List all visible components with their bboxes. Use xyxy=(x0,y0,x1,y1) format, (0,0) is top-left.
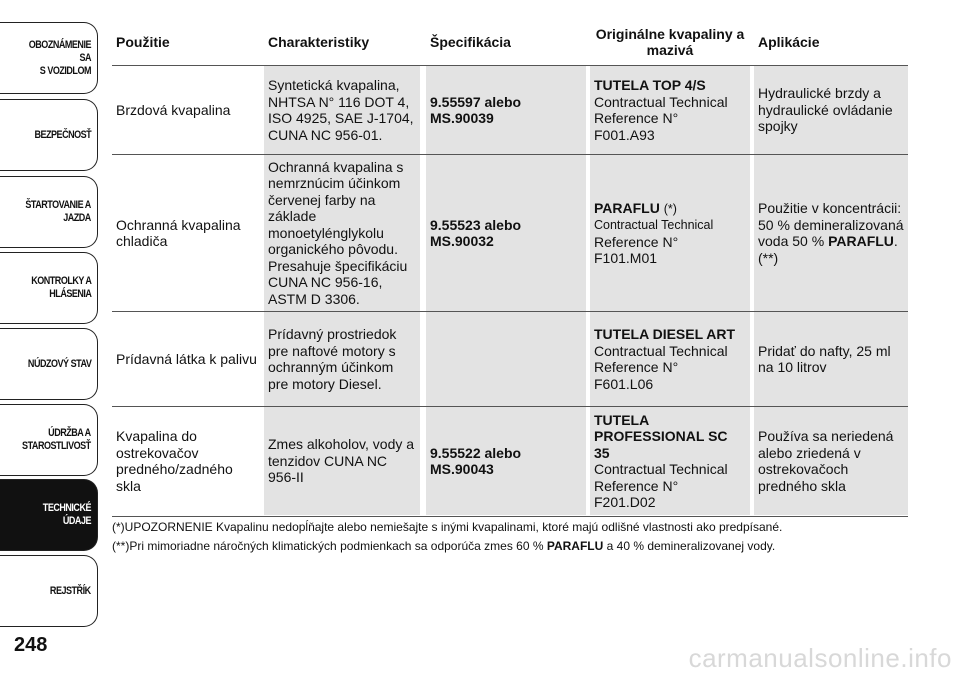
cell-application: Pridať do nafty, 25 ml na 10 litrov xyxy=(754,312,908,406)
header-original: Originálne kvapaliny a mazivá xyxy=(595,25,745,58)
table-row xyxy=(112,407,908,515)
footnote-1: (*)UPOZORNENIE Kvapalinu nedopĺňajte alebo nemiešajte s inými kvapalinami, ktoré majú odlišné vlastnosti ako predpísané. xyxy=(112,520,783,534)
product-reference: Reference N° xyxy=(594,233,679,250)
cell-usage: Brzdová kvapalina xyxy=(116,101,231,118)
watermark: carmanualsonline.info xyxy=(688,643,952,673)
product-code: F601.L06 xyxy=(594,375,654,392)
tab-udrzba[interactable]: ÚDRŽBA A STAROSTLIVOSŤ xyxy=(0,404,98,476)
cell-product xyxy=(590,407,750,515)
cell-characteristics: Ochranná kvapalina s nemrznúcim účinkom červenej farby na základe monoetylénglykolu organického pôvodu. Presahuje špecifikáciu CUNA NC 956-16, ASTM D 3306. xyxy=(264,155,420,311)
tab-technicke-udaje[interactable]: TECHNICKÉ ÚDAJE xyxy=(0,479,98,551)
header-usage: Použitie xyxy=(116,33,170,50)
product-name: PARAFLU xyxy=(594,199,660,216)
product-name: TUTELA DIESEL ART xyxy=(594,326,736,342)
product-reference: Reference N° xyxy=(594,110,679,126)
product-contract: Contractual Technical xyxy=(594,461,728,477)
cell-specification: 9.55597 alebo MS.90039 xyxy=(426,66,586,154)
product-name: TUTELA TOP 4/S xyxy=(594,77,706,93)
cell-characteristics: Zmes alkoholov, vody a tenzidov CUNA NC 956-II xyxy=(264,407,420,515)
table-header xyxy=(112,22,908,62)
tab-startovanie[interactable]: ŠTARTOVANIE A JAZDA xyxy=(0,176,98,248)
row-divider xyxy=(112,516,908,517)
product-code: F001.A93 xyxy=(594,126,655,143)
cell-application: Použitie v koncentrácii: 50 % demineralizovaná voda 50 % PARAFLU. (**) xyxy=(754,155,908,311)
cell-specification: 9.55522 alebo MS.90043 xyxy=(426,407,586,515)
table-row xyxy=(112,155,908,311)
product-reference: Reference N° xyxy=(594,477,679,494)
cell-characteristics: Syntetická kvapalina, NHTSA N° 116 DOT 4, ISO 4925, SAE J-1704, CUNA NC 956-01. xyxy=(264,66,420,154)
tab-kontrolky[interactable]: KONTROLKY A HLÁSENIA xyxy=(0,252,98,324)
product-suffix: (*) xyxy=(663,201,677,216)
cell-application: Používa sa neriedená alebo zriedená v ostrekovačoch predného skla xyxy=(754,407,908,515)
product-reference: Reference N° xyxy=(594,359,679,375)
cell-application: Hydraulické brzdy a hydraulické ovládanie spojky xyxy=(754,66,908,154)
cell-specification xyxy=(426,312,586,406)
cell-product xyxy=(590,155,750,311)
footnote-2: (**)Pri mimoriadne náročných klimatických podmienkach sa odporúča zmes 60 % PARAFLU a 40 % demineralizovanej vody. xyxy=(112,539,776,553)
cell-characteristics: Prídavný prostriedok pre naftové motory s ochranným účinkom pre motory Diesel. xyxy=(264,312,420,406)
cell-product xyxy=(590,66,750,154)
cell-usage: Kvapalina do ostrekovačov predného/zadného skla xyxy=(116,428,233,494)
product-contract: Contractual Technical xyxy=(594,342,728,359)
product-contract: Contractual Technical xyxy=(594,218,714,232)
page-number: 248 xyxy=(14,634,48,656)
table-row xyxy=(112,312,908,406)
tab-nudzovy-stav[interactable]: NÚDZOVÝ STAV xyxy=(0,328,98,400)
product-code: F201.D02 xyxy=(594,494,656,510)
tab-oboznamenie[interactable]: OBOZNÁMENIE SA S VOZIDLOM xyxy=(0,22,98,94)
cell-usage: Prídavná látka k palivu xyxy=(116,350,257,367)
header-characteristics: Charakteristiky xyxy=(268,33,370,50)
cell-product xyxy=(590,312,750,406)
table-row xyxy=(112,66,908,154)
tab-bezpecnost[interactable]: BEZPEČNOSŤ xyxy=(0,99,98,171)
product-code: F101.M01 xyxy=(594,250,658,266)
header-specification: Špecifikácia xyxy=(430,33,511,50)
cell-usage: Ochranná kvapalina chladiča xyxy=(116,216,241,249)
tab-rejstrik[interactable]: REJSTŘÍK xyxy=(0,555,98,627)
product-name: TUTELA PROFESSIONAL SC 35 xyxy=(594,411,728,461)
header-application: Aplikácie xyxy=(758,33,820,50)
cell-specification: 9.55523 alebo MS.90032 xyxy=(426,155,586,311)
product-contract: Contractual Technical xyxy=(594,93,728,110)
